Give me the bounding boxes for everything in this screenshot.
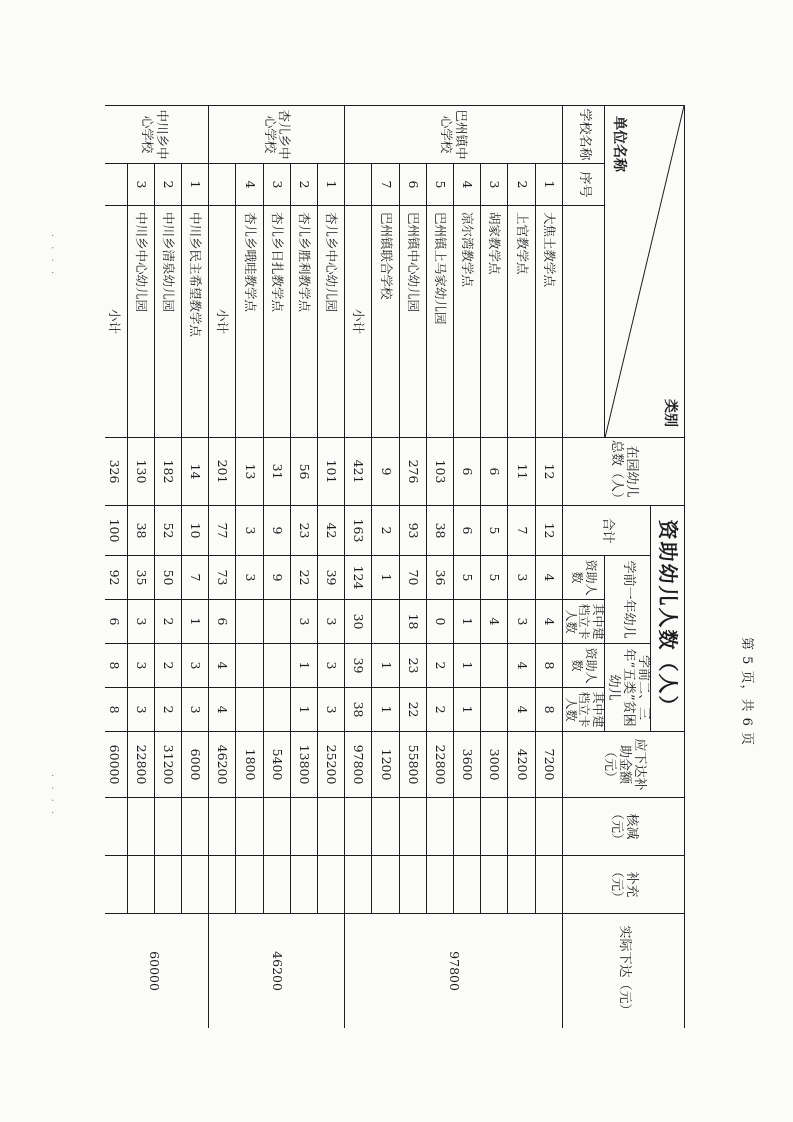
- unit-name-cell: 中川乡清泉幼儿园: [154, 206, 181, 438]
- header-school: 学校名称: [562, 106, 604, 164]
- p1a-cell: 3: [508, 556, 535, 600]
- due-cell: 13800: [290, 732, 317, 798]
- p1f-cell: 1: [181, 600, 208, 644]
- table-row: [263, 106, 290, 1029]
- subtotal-row: [105, 106, 127, 1029]
- p2f-cell: 3: [127, 688, 154, 732]
- funding-table: [105, 105, 685, 1028]
- total-cell: 23: [290, 506, 317, 556]
- table-row: [399, 106, 426, 1029]
- deduct-cell: [481, 798, 508, 856]
- p2f-cell: [236, 688, 263, 732]
- p1a-cell: 1: [372, 556, 399, 600]
- seq-cell: 6: [399, 164, 426, 206]
- p2f-cell: [481, 688, 508, 732]
- enrolled-cell: 31: [263, 438, 290, 506]
- header-supplement: 补充（元）: [562, 856, 684, 914]
- due-cell: 55800: [399, 732, 426, 798]
- unit-name-cell: 杏儿乡哦哇教学点: [236, 206, 263, 438]
- actual-amount-cell: 97800: [345, 914, 563, 1028]
- due-cell: 6000: [181, 732, 208, 798]
- header-seq: 序号: [562, 164, 604, 206]
- supplement-cell: [236, 856, 263, 914]
- document-page: [105, 105, 685, 1028]
- table-row: [154, 106, 181, 1029]
- table-row: [290, 106, 317, 1029]
- enrolled-cell: 276: [399, 438, 426, 506]
- p2a-cell: 3: [317, 644, 344, 688]
- deduct-cell: [181, 798, 208, 856]
- seq-cell: 2: [290, 164, 317, 206]
- table-row: [372, 106, 399, 1029]
- seq-cell: 3: [263, 164, 290, 206]
- p2f-cell: 3: [317, 688, 344, 732]
- seq-cell: 1: [181, 164, 208, 206]
- p1a-cell: 4: [535, 556, 562, 600]
- seq-cell: 7: [372, 164, 399, 206]
- table-row: [535, 106, 562, 1029]
- p2a-cell: 1: [453, 644, 480, 688]
- supplement-cell: [453, 856, 480, 914]
- p2f-cell: 1: [372, 688, 399, 732]
- due-cell: 25200: [317, 732, 344, 798]
- header-banner: 资助幼儿人数（人）: [651, 506, 685, 732]
- p2a-cell: 3: [127, 644, 154, 688]
- unit-name-cell: 巴州镇上马家幼儿园: [426, 206, 453, 438]
- deduct-cell: [426, 798, 453, 856]
- subtotal-enrolled-cell: 201: [209, 438, 236, 506]
- enrolled-cell: 11: [508, 438, 535, 506]
- due-cell: 31200: [154, 732, 181, 798]
- subtotal-p1f-cell: 30: [345, 600, 372, 644]
- total-cell: 12: [535, 506, 562, 556]
- p2a-cell: 23: [399, 644, 426, 688]
- p2f-cell: 4: [508, 688, 535, 732]
- subtotal-p2a-cell: 39: [345, 644, 372, 688]
- subtotal-p2f-cell: 8: [105, 688, 127, 732]
- due-cell: 1200: [372, 732, 399, 798]
- supplement-cell: [290, 856, 317, 914]
- subtotal-p2a-cell: 8: [105, 644, 127, 688]
- deduct-cell: [154, 798, 181, 856]
- school-name-cell: 巴州镇中心学校: [345, 106, 563, 164]
- header-pre23: 学前二、三年“五类”贫困幼儿: [605, 644, 651, 732]
- supplement-cell: [127, 856, 154, 914]
- p2a-cell: 2: [154, 644, 181, 688]
- total-cell: 52: [154, 506, 181, 556]
- p1f-cell: [372, 600, 399, 644]
- unit-name-cell: 杏儿乡胜利教学点: [290, 206, 317, 438]
- subtotal-p1f-cell: 6: [105, 600, 127, 644]
- subtotal-total-cell: 163: [345, 506, 372, 556]
- subtotal-seq-blank: [209, 164, 236, 206]
- supplement-cell: [508, 856, 535, 914]
- due-cell: 7200: [535, 732, 562, 798]
- supplement-cell: [481, 856, 508, 914]
- subtotal-p2f-cell: 4: [209, 688, 236, 732]
- p2f-cell: 1: [453, 688, 480, 732]
- due-cell: 22800: [127, 732, 154, 798]
- p2f-cell: 3: [181, 688, 208, 732]
- enrolled-cell: 182: [154, 438, 181, 506]
- school-name-cell: 杏儿乡中心学校: [209, 106, 345, 164]
- subtotal-seq-blank: [105, 164, 127, 206]
- enrolled-cell: 6: [481, 438, 508, 506]
- enrolled-cell: 14: [181, 438, 208, 506]
- deduct-cell: [453, 798, 480, 856]
- p1a-cell: 50: [154, 556, 181, 600]
- supplement-cell: [426, 856, 453, 914]
- header-blank: [562, 206, 604, 438]
- supplement-cell: [317, 856, 344, 914]
- p1a-cell: 70: [399, 556, 426, 600]
- subtotal-p1a-cell: 124: [345, 556, 372, 600]
- subtotal-p1a-cell: 92: [105, 556, 127, 600]
- subtotal-supplement-cell: [209, 856, 236, 914]
- header-actual: 实际下达（元）: [562, 914, 684, 1028]
- total-cell: 6: [453, 506, 480, 556]
- subtotal-due-cell: 46200: [209, 732, 236, 798]
- page-number: 第 5 页，共 6 页: [739, 636, 755, 746]
- total-cell: 10: [181, 506, 208, 556]
- enrolled-cell: 103: [426, 438, 453, 506]
- total-cell: 93: [399, 506, 426, 556]
- subtotal-label: 小计: [209, 206, 236, 438]
- subtotal-total-cell: 100: [105, 506, 127, 556]
- subtotal-seq-blank: [345, 164, 372, 206]
- subtotal-p1f-cell: 6: [209, 600, 236, 644]
- total-cell: 38: [426, 506, 453, 556]
- unit-name-cell: 巴州镇联合学校: [372, 206, 399, 438]
- header-pre1-aided: 资助人数: [562, 556, 604, 600]
- header-diagonal-cell: [605, 106, 685, 438]
- actual-amount-cell: 46200: [209, 914, 345, 1028]
- subtotal-label: 小计: [345, 206, 372, 438]
- subtotal-supplement-cell: [105, 856, 127, 914]
- subtotal-row: [209, 106, 236, 1029]
- header-due: 应下达补助金额（元）: [562, 732, 684, 798]
- deduct-cell: [535, 798, 562, 856]
- seq-cell: 4: [453, 164, 480, 206]
- seq-cell: 5: [426, 164, 453, 206]
- header-enrolled: 在园幼儿总数（人）: [562, 438, 684, 506]
- supplement-cell: [181, 856, 208, 914]
- scan-marks: · · · ·: [46, 233, 58, 278]
- p1a-cell: 39: [317, 556, 344, 600]
- p1a-cell: 7: [181, 556, 208, 600]
- table-row: [453, 106, 480, 1029]
- subtotal-deduct-cell: [345, 798, 372, 856]
- deduct-cell: [508, 798, 535, 856]
- table-row: [127, 106, 154, 1029]
- total-cell: 9: [263, 506, 290, 556]
- due-cell: 4200: [508, 732, 535, 798]
- p1a-cell: 3: [236, 556, 263, 600]
- p1a-cell: 22: [290, 556, 317, 600]
- p1f-cell: 3: [290, 600, 317, 644]
- header-deduct: 核减（元）: [562, 798, 684, 856]
- unit-name-cell: 凉尔湾教学点: [453, 206, 480, 438]
- due-cell: 22800: [426, 732, 453, 798]
- due-cell: 1800: [236, 732, 263, 798]
- unit-name-cell: 胡家教学点: [481, 206, 508, 438]
- header-pre23-filed: 其中建档立卡人数: [562, 688, 604, 732]
- p2a-cell: [481, 644, 508, 688]
- p2a-cell: [236, 644, 263, 688]
- subtotal-enrolled-cell: 421: [345, 438, 372, 506]
- subtotal-p2a-cell: 4: [209, 644, 236, 688]
- p1f-cell: 1: [453, 600, 480, 644]
- unit-name-cell: 上官教学点: [508, 206, 535, 438]
- p1f-cell: [236, 600, 263, 644]
- p2a-cell: 1: [372, 644, 399, 688]
- total-cell: 3: [236, 506, 263, 556]
- p1f-cell: [263, 600, 290, 644]
- enrolled-cell: 9: [372, 438, 399, 506]
- p1f-cell: 2: [154, 600, 181, 644]
- table-row: [317, 106, 344, 1029]
- deduct-cell: [317, 798, 344, 856]
- unit-name-cell: 大焦土教学点: [535, 206, 562, 438]
- subtotal-enrolled-cell: 326: [105, 438, 127, 506]
- unit-name-cell: 杏儿乡日扎教学点: [263, 206, 290, 438]
- enrolled-cell: 130: [127, 438, 154, 506]
- deduct-cell: [263, 798, 290, 856]
- total-cell: 38: [127, 506, 154, 556]
- p1f-cell: 3: [317, 600, 344, 644]
- seq-cell: 2: [154, 164, 181, 206]
- header-unit-label: 单位名称: [611, 116, 628, 172]
- p1f-cell: 3: [508, 600, 535, 644]
- deduct-cell: [372, 798, 399, 856]
- total-cell: 7: [508, 506, 535, 556]
- deduct-cell: [236, 798, 263, 856]
- supplement-cell: [154, 856, 181, 914]
- p2a-cell: [263, 644, 290, 688]
- enrolled-cell: 6: [453, 438, 480, 506]
- p2f-cell: [263, 688, 290, 732]
- p2f-cell: 8: [535, 688, 562, 732]
- due-cell: 3600: [453, 732, 480, 798]
- seq-cell: 4: [236, 164, 263, 206]
- subtotal-label: 小计: [105, 206, 127, 438]
- p1a-cell: 9: [263, 556, 290, 600]
- unit-name-cell: 巴州镇中心幼儿园: [399, 206, 426, 438]
- table-row: [181, 106, 208, 1029]
- unit-name-cell: 杏儿乡中心幼儿园: [317, 206, 344, 438]
- subtotal-deduct-cell: [105, 798, 127, 856]
- subtotal-due-cell: 97800: [345, 732, 372, 798]
- total-cell: 2: [372, 506, 399, 556]
- p1f-cell: 0: [426, 600, 453, 644]
- deduct-cell: [127, 798, 154, 856]
- p1a-cell: 36: [426, 556, 453, 600]
- p1f-cell: 4: [481, 600, 508, 644]
- actual-amount-cell: 60000: [105, 914, 209, 1028]
- subtotal-p1a-cell: 73: [209, 556, 236, 600]
- seq-cell: 3: [481, 164, 508, 206]
- p2f-cell: 1: [290, 688, 317, 732]
- total-cell: 5: [481, 506, 508, 556]
- seq-cell: 2: [508, 164, 535, 206]
- seq-cell: 1: [535, 164, 562, 206]
- supplement-cell: [372, 856, 399, 914]
- p1f-cell: 18: [399, 600, 426, 644]
- header-category-label: 类别: [662, 399, 678, 428]
- enrolled-cell: 12: [535, 438, 562, 506]
- table-row: [481, 106, 508, 1029]
- p2f-cell: 2: [426, 688, 453, 732]
- supplement-cell: [399, 856, 426, 914]
- header-total: 合计: [562, 506, 650, 556]
- subtotal-total-cell: 77: [209, 506, 236, 556]
- p2a-cell: 2: [426, 644, 453, 688]
- due-cell: 3000: [481, 732, 508, 798]
- table-row: [508, 106, 535, 1029]
- p1a-cell: 5: [453, 556, 480, 600]
- school-name-cell: 中川乡中心学校: [105, 106, 209, 164]
- p2a-cell: 8: [535, 644, 562, 688]
- enrolled-cell: 56: [290, 438, 317, 506]
- header-pre1-filed: 其中建档立卡人数: [562, 600, 604, 644]
- p1f-cell: 3: [127, 600, 154, 644]
- table-row: [236, 106, 263, 1029]
- p2f-cell: 22: [399, 688, 426, 732]
- header-pre1: 学前一年幼儿: [605, 556, 651, 644]
- table-row: [426, 106, 453, 1029]
- seq-cell: 3: [127, 164, 154, 206]
- subtotal-row: [345, 106, 372, 1029]
- enrolled-cell: 101: [317, 438, 344, 506]
- table-body: [105, 106, 562, 1029]
- enrolled-cell: 13: [236, 438, 263, 506]
- supplement-cell: [263, 856, 290, 914]
- seq-cell: 1: [317, 164, 344, 206]
- scan-marks: · · · ·: [46, 773, 58, 818]
- subtotal-supplement-cell: [345, 856, 372, 914]
- p2a-cell: 3: [181, 644, 208, 688]
- deduct-cell: [290, 798, 317, 856]
- subtotal-due-cell: 60000: [105, 732, 127, 798]
- p2f-cell: 2: [154, 688, 181, 732]
- subtotal-p2f-cell: 38: [345, 688, 372, 732]
- p1a-cell: 5: [481, 556, 508, 600]
- unit-name-cell: 中川乡中心幼儿园: [127, 206, 154, 438]
- unit-name-cell: 中川乡民主希望教学点: [181, 206, 208, 438]
- due-cell: 5400: [263, 732, 290, 798]
- subtotal-deduct-cell: [209, 798, 236, 856]
- supplement-cell: [535, 856, 562, 914]
- p2a-cell: 1: [290, 644, 317, 688]
- p1a-cell: 35: [127, 556, 154, 600]
- total-cell: 42: [317, 506, 344, 556]
- p1f-cell: 4: [535, 600, 562, 644]
- p2a-cell: 4: [508, 644, 535, 688]
- deduct-cell: [399, 798, 426, 856]
- header-pre23-aided: 资助人数: [562, 644, 604, 688]
